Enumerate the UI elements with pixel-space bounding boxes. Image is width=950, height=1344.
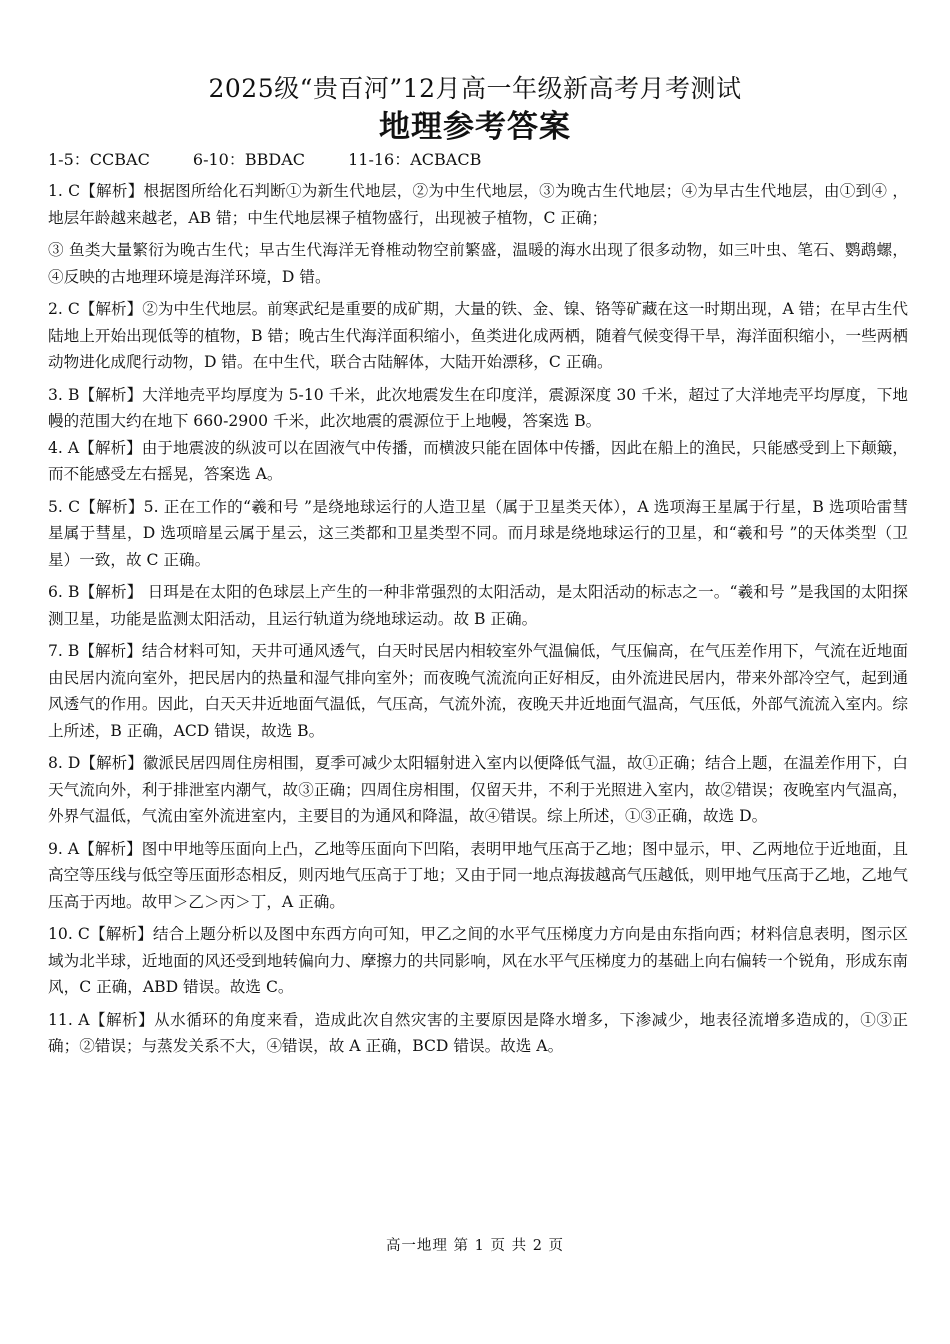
explanation-7: 7. B【解析】结合材料可知，天井可通风透气，白天时民居内相较室外气温偏低，气压偏高，在气压差作用下，气流在近地面由民居内流向室外，把民居内的热量和湿气排向室外；而夜晚气流流向正好相反，由外流进民居内，带来外部冷空气，起到通风透气的作用。因此，白天天井近地面气温低，气压高，气流外流，夜晚天井近地面气温高，气压低，外部气流流入室内。综上所述，B 正确，ACD 错误，故选 B。 <box>48 642 908 740</box>
exam-title: 2025级“贵百河”12月高一年级新高考月考测试 <box>208 74 742 103</box>
explanation-4: 4. A【解析】由于地震波的纵波可以在固液气中传播，而横波只能在固体中传播，因此在船上的渔民，只能感受到上下颠簸，而不能感受左右摇晃，答案选 A。 <box>48 438 908 483</box>
explanation-1: 1. C【解析】根据图所给化石判断①为新生代地层，②为中生代地层，③为晚古生代地层；④为早古生代地层，由①到④ ， 地层年龄越来越老，AB 错；中生代地层裸子植物盛行，出现被子植物，C 正确； <box>48 182 908 227</box>
page-footer: 高一地理 第 1 页 共 2 页 <box>385 1238 565 1254</box>
answer-key-group-2: 6-10：BBDAC <box>192 150 305 169</box>
answer-key-group-3: 11-16：ACBACB <box>348 150 482 169</box>
explanation-8: 8. D【解析】徽派民居四周住房相围，夏季可减少太阳辐射进入室内以便降低气温，故①正确；结合上题，在温差作用下，白天气流向外，利于排泄室内潮气，故③正确；四周住房相围，仅留天井，不利于光照进入室内，故②错误；夜晚室内气温高，外界气温低，气流由室外流进室内，主要目的为通风和降温，故④错误。综上所述，①③正确，故选 D。 <box>48 754 908 825</box>
explanation-9: 9. A【解析】图中甲地等压面向上凸，乙地等压面向下凹陷，表明甲地气压高于乙地；图中显示，甲、乙两地位于近地面，且高空等压线与低空等压面形态相反，则丙地气压高于丁地；又由于同一地点海拔越高气压越低，则甲地气压高于乙地，乙地气压高于丙地。故甲＞乙＞丙＞丁，A 正确。 <box>48 839 908 911</box>
explanation-11: 11. A【解析】从水循环的角度来看，造成此次自然灾害的主要原因是降水增多，下渗减少，地表径流增多造成的，①③正确；②错误；与蒸发关系不大，④错误，故 A 正确，BCD 错误。故选 A。 <box>48 1010 908 1055</box>
document-subtitle: 地理参考答案 <box>379 109 571 145</box>
explanation-10: 10. C【解析】结合上题分析以及图中东西方向可知，甲乙之间的水平气压梯度力方向是由东指向西；材料信息表明，图示区域为北半球，近地面的风还受到地转偏向力、摩擦力的共同影响，风在水平气压梯度力的基础上向右偏转一个锐角，形成东南风，C 正确，ABD 错误。故选 C。 <box>48 925 908 996</box>
explanation-5: 5. C【解析】5. 正在工作的“羲和号 ”是绕地球运行的人造卫星（属于卫星类天体），A 选项海王星属于行星，B 选项哈雷彗星属于彗星，D 选项暗星云属于星云，这三类都和卫星类型不同。而月球是绕地球运行的卫星，和“羲和号 ”的天体类型（卫星）一致，故 C 正确。 <box>48 497 908 569</box>
explanation-1-continued: ③ 鱼类大量繁衍为晚古生代；早古生代海洋无脊椎动物空前繁盛，温暖的海水出现了很多动物，如三叶虫、笔石、鹦鹉螺，④反映的古地理环境是海洋环境，D 错。 <box>48 241 908 286</box>
answer-key-line <box>48 149 519 171</box>
answer-key-group-1: 1-5：CCBAC <box>48 150 150 169</box>
explanation-3: 3. B【解析】大洋地壳平均厚度为 5-10 千米，此次地震发生在印度洋，震源深度 30 千米，超过了大洋地壳平均厚度，下地幔的范围大约在地下 660-2900 千米，此次地震的震源位于上地幔，答案选 B。 <box>48 385 908 430</box>
explanation-6: 6. B【解析】 日珥是在太阳的色球层上产生的一种非常强烈的太阳活动，是太阳活动的标志之一。“羲和号 ”是我国的太阳探测卫星，功能是监测太阳活动，且运行轨道为绕地球运动。故 B 正确。 <box>48 583 908 628</box>
explanations-list <box>48 178 908 1060</box>
explanation-2: 2. C【解析】②为中生代地层。前寒武纪是重要的成矿期，大量的铁、金、镍、铬等矿藏在这一时期出现，A 错；在早古生代陆地上开始出现低等的植物，B 错；晚古生代海洋面积缩小，鱼类进化成两栖，随着气候变得干旱，海洋面积缩小，一些两栖动物进化成爬行动物，D 错。在中生代，联合古陆解体，大陆开始漂移，C 正确。 <box>48 300 908 371</box>
